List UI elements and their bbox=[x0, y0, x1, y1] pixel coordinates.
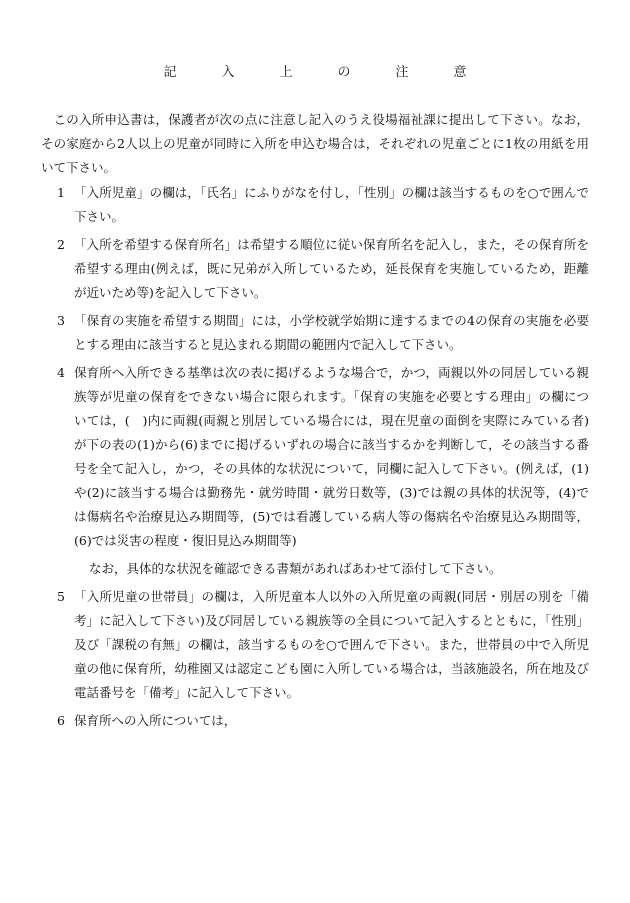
list-item-1 bbox=[41, 181, 589, 229]
list-item-6 bbox=[41, 709, 589, 733]
item-number: 4 bbox=[57, 365, 65, 380]
intro-paragraph: この入所申込書は，保護者が次の点に注意し記入のうえ役場福祉課に提出して下さい。なお，その家庭から2人以上の児童が同時に入所を申込む場合は，それぞれの児童ごとに1枚の用紙を用いて下さい。 bbox=[41, 112, 589, 175]
list-item-3 bbox=[41, 309, 589, 357]
item-text: 保育所へ入所できる基準は次の表に掲げるような場合で，かつ，両親以外の同居している親族等が児童の保育をできない場合に限られます。「保育の実施を必要とする理由」の欄については，( )内に両親(両親と別居している場合には，現在児童の面倒を実際にみている者)が下の表の(1)から(6)までに掲げるいずれの場合に該当するかを判断して，その該当する番号を全て記入し，かつ，その具体的な状況について，同欄に記入して下さい。(例えば，(1)や(2)に該当する場合は勤務先・就労時間・就労日数等，(3)では親の具体的状況等，(4)では傷病名や治療見込み期間等，(5)では看護している病人等の傷病名や治療見込み期間等，(6)では災害の程度・復旧見込み期間等) bbox=[74, 365, 589, 548]
item-number: 6 bbox=[57, 713, 65, 728]
supplementary-note: なお，具体的な状況を確認できる書類があればあわせて添付して下さい。 bbox=[89, 561, 502, 576]
item-number: 2 bbox=[57, 237, 65, 252]
item-text: 保育所への入所については， bbox=[74, 713, 237, 728]
list-item-4 bbox=[41, 361, 589, 553]
item-number: 3 bbox=[57, 313, 65, 328]
item-number: 1 bbox=[57, 185, 65, 200]
item-text: 「入所児童の世帯員」の欄は，入所児童本人以外の入所児童の両親(同居・別居の別を「備考」に記入して下さい)及び同居している親族等の全員について記入するとともに，「性別」及び「課税の有無」の欄は，該当するものを○で囲んで下さい。また，世帯員の中で入所児童の他に保育所，幼稚園又は認定こども園に入所している場合は，当該施設名，所在地及び電話番号を「備考」に記入して下さい。 bbox=[74, 589, 589, 700]
list-item-2 bbox=[41, 233, 589, 305]
notes-list bbox=[41, 181, 589, 737]
list-item-5 bbox=[41, 585, 589, 705]
item-text: 「保育の実施を希望する期間」には，小学校就学始期に達するまでの4の保育の実施を必要とする理由に該当すると見込まれる期間の範囲内で記入して下さい。 bbox=[74, 313, 589, 352]
item-text: 「入所を希望する保育所名」は希望する順位に従い保育所名を記入し，また，その保育所を希望する理由(例えば，既に兄弟が入所しているため，延長保育を実施しているため，距離が近いため等)を記入して下さい。 bbox=[74, 237, 589, 300]
item-number: 5 bbox=[57, 589, 65, 604]
item-text: 「入所児童」の欄は，「氏名」にふりがなを付し，「性別」の欄は該当するものを○で囲んで下さい。 bbox=[74, 185, 589, 224]
page-title: 記 入 上 の 注 意 bbox=[163, 65, 483, 80]
